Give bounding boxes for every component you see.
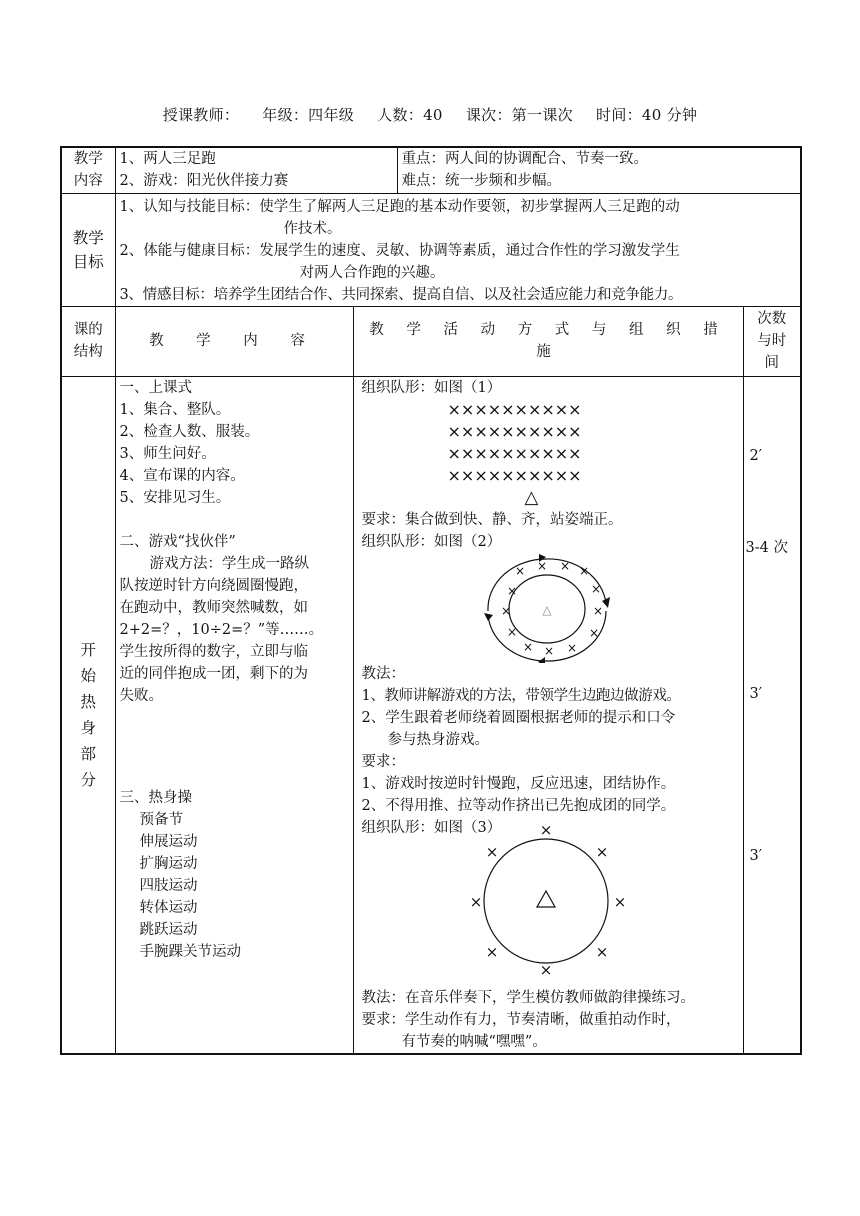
fig3-students [469, 825, 626, 975]
time-2: 3-4 次 [745, 539, 788, 556]
method-item-1: 1、教师讲解游戏的方法，带领学生边跑边做游戏。 [361, 687, 681, 704]
content-label: 教学内容 [61, 147, 115, 193]
part3-item-6: 跳跃运动 [139, 921, 198, 938]
requirement-label: 要求： [361, 753, 405, 770]
method-3: 教法：在音乐伴奏下，学生模仿教师做韵律操练习。 [361, 989, 695, 1006]
fig1-row-1: ×××××××××× [447, 399, 582, 419]
times-header: 次数与时间 [743, 306, 801, 376]
goals-label: 教学目标 [61, 193, 115, 306]
svg-text:×: × [566, 640, 577, 655]
time-1: 2′ [749, 447, 763, 464]
part2-text-1: 游戏方法：学生成一路纵 [149, 555, 309, 572]
time-4: 3′ [749, 847, 763, 864]
part2-text-5: 学生按所得的数字，立即与临 [119, 643, 308, 660]
fig2-teacher-icon: △ [541, 602, 552, 617]
part3-item-2: 伸展运动 [139, 833, 198, 850]
part1-title: 一、上课式 [119, 379, 192, 396]
method-item-2: 2、学生跟着老师绕着圆圈根据老师的提示和口令 [361, 709, 676, 726]
goal-3: 3、情感目标：培养学生团结合作、共同探索、提高自信、以及社会适应能力和竞争能力。 [119, 286, 683, 303]
svg-text:×: × [506, 583, 517, 598]
lesson-field: 课次：第一课次 [465, 106, 573, 124]
part1-item-1: 1、集合、整队。 [119, 401, 231, 418]
part2-title: 二、游戏“找伙伴” [119, 533, 236, 550]
content-cell [115, 147, 397, 193]
time-field: 时间：40 分钟 [596, 106, 698, 124]
svg-text:×: × [469, 892, 482, 911]
svg-text:×: × [588, 625, 599, 640]
fig1-teacher-icon: △ [524, 486, 539, 508]
section-activity [353, 376, 743, 1054]
part3-item-3: 扩胸运动 [139, 855, 198, 872]
svg-text:×: × [539, 824, 552, 839]
part3-item-4: 四肢运动 [139, 877, 198, 894]
method-label: 教法： [361, 665, 405, 682]
part2-text-4: 2+2=？，10÷2=？”等……。 [119, 621, 324, 638]
svg-text:×: × [595, 842, 608, 861]
svg-text:×: × [592, 603, 603, 618]
fig1-row-2: ×××××××××× [447, 421, 582, 441]
column-header-row [61, 306, 801, 376]
activity-header: 教 学 活 动 方 式 与 组 织 措 施 [353, 306, 743, 376]
goals-cell [115, 193, 801, 306]
goal-1: 1、认知与技能目标：使学生了解两人三足跑的基本动作要领，初步掌握两人三足跑的动 [119, 198, 680, 215]
grade-field: 年级：四年级 [262, 106, 355, 124]
svg-text:×: × [559, 558, 570, 573]
content-row [61, 147, 801, 193]
svg-text:×: × [485, 842, 498, 861]
count-field: 人数：40 [377, 106, 443, 124]
difficulty: 难点：统一步频和步幅。 [401, 173, 562, 189]
fig3-circle-diagram [362, 825, 692, 975]
method-item-2-cont: 参与热身游戏。 [387, 731, 489, 748]
part2-text-3: 在跑动中，教师突然喊数，如 [119, 599, 308, 616]
fig2-circle-diagram [362, 553, 692, 663]
fig1-row-4: ×××××××××× [447, 465, 582, 485]
content-item-1: 1、两人三足跑 [119, 151, 216, 167]
svg-text:×: × [590, 581, 601, 596]
teacher-field: 授课教师： [162, 106, 240, 124]
svg-text:×: × [506, 624, 517, 639]
goal-2-cont: 对两人合作跑的兴趣。 [299, 264, 445, 281]
svg-text:×: × [500, 603, 511, 618]
svg-text:×: × [578, 563, 589, 578]
part3-item-5: 转体运动 [139, 899, 198, 916]
part3-title: 三、热身操 [119, 789, 192, 806]
svg-text:×: × [514, 563, 525, 578]
fig3-label: 组织队形：如图（3） [361, 819, 502, 836]
part3-item-1: 预备节 [139, 811, 183, 828]
section-content [115, 376, 353, 1054]
part1-item-5: 5、安排见习生。 [119, 489, 231, 506]
svg-text:×: × [595, 942, 608, 961]
section-times [743, 376, 801, 1054]
fig1-label: 组织队形：如图（1） [361, 379, 502, 396]
content-item-2: 2、游戏：阳光伙伴接力赛 [119, 173, 289, 189]
svg-text:×: × [522, 639, 533, 654]
svg-text:×: × [539, 960, 552, 975]
lesson-plan-table [60, 146, 802, 1055]
content-header: 教 学 内 容 [115, 306, 353, 376]
svg-text:×: × [613, 892, 626, 911]
part1-item-4: 4、宣布课的内容。 [119, 467, 245, 484]
svg-text:×: × [485, 942, 498, 961]
part3-item-7: 手腕踝关节运动 [139, 943, 241, 960]
requirement-item-1: 1、游戏时按逆时针慢跑，反应迅速，团结协作。 [361, 775, 676, 792]
time-3: 3′ [749, 685, 763, 702]
section-label: 开始热身部分 [61, 376, 115, 1054]
warmup-section-row [61, 376, 801, 1054]
key-points-cell [397, 147, 801, 193]
requirement-1: 要求：集合做到快、静、齐，站姿端正。 [361, 511, 623, 528]
part2-text-2: 队按逆时针方向绕圆圈慢跑， [119, 577, 308, 594]
part1-item-2: 2、检查人数、服装。 [119, 423, 260, 440]
fig3-circle [484, 839, 608, 963]
part1-item-3: 3、师生问好。 [119, 445, 216, 462]
svg-text:×: × [543, 643, 554, 658]
goals-row [61, 193, 801, 306]
goal-1-cont: 作技术。 [283, 220, 342, 237]
requirement-3: 要求：学生动作有力，节奏清晰，做重拍动作时， [361, 1011, 681, 1028]
svg-text:×: × [536, 558, 547, 573]
structure-header: 课的结构 [61, 306, 115, 376]
fig2-label: 组织队形：如图（2） [361, 533, 502, 550]
fig2-students [500, 559, 602, 658]
requirement-3-cont: 有节奏的呐喊“嘿嘿”。 [401, 1033, 547, 1050]
requirement-item-2: 2、不得用推、拉等动作挤出已先抱成团的同学。 [361, 797, 676, 814]
goal-2: 2、体能与健康目标：发展学生的速度、灵敏、协调等素质，通过合作性的学习激发学生 [119, 242, 680, 259]
fig1-row-3: ×××××××××× [447, 443, 582, 463]
part2-text-7: 失败。 [119, 687, 163, 704]
fig3-teacher-icon [537, 891, 555, 907]
part2-text-6: 近的同伴抱成一团，剩下的为 [119, 665, 308, 682]
lesson-header [0, 104, 860, 125]
key-point: 重点：两人间的协调配合、节奏一致。 [401, 151, 649, 167]
